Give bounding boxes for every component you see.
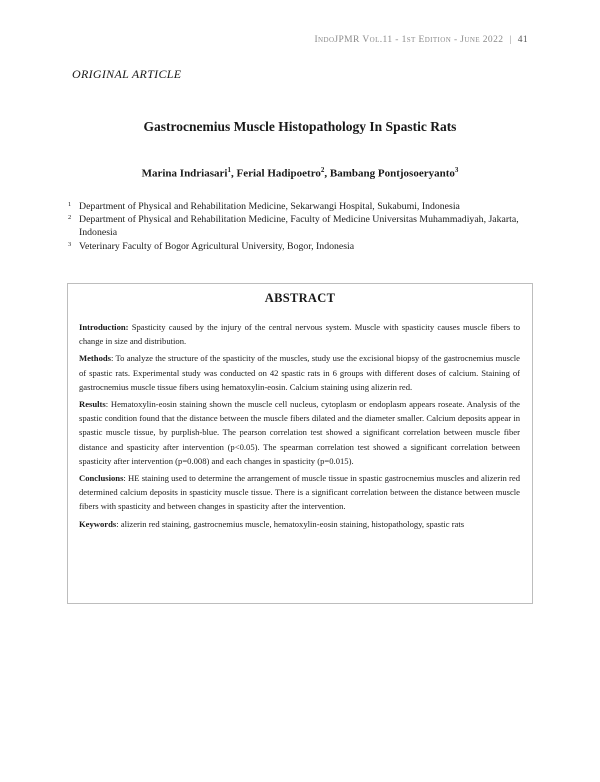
- affiliation-text: Department of Physical and Rehabilitation Medicine, Faculty of Medicine Universitas Muhammadiyah, Jakarta, Indonesia: [79, 214, 519, 239]
- author-name: Marina Indriasari: [141, 167, 228, 180]
- affiliation-text: Veterinary Faculty of Bogor Agricultural University, Bogor, Indonesia: [79, 240, 355, 252]
- author-list: [0, 166, 600, 180]
- paper-title: Gastrocnemius Muscle Histopathology In Spastic Rats: [143, 119, 457, 134]
- section-text: : To analyze the structure of the spasticity of the muscles, study use the excisional biopsy of the gastrocnemius muscle of spastic rats. Experimental study was conducted on 42 spastic rats in 6 groups with different doses of calcium. Staining of gastrocnemius muscle tissue fibers using hematoxylin-eosin. Calcium staining using alizerin red.: [79, 353, 520, 392]
- abstract-heading: ABSTRACT: [264, 291, 336, 305]
- abstract-results: [79, 397, 520, 468]
- affiliation-item: [68, 240, 538, 253]
- author-sup: 1: [227, 166, 231, 174]
- abstract-introduction: [79, 320, 520, 348]
- section-label: Results: [79, 399, 106, 410]
- section-text: : HE staining used to determine the arrangement of muscle tissue in spastic gastrocnemius muscles and alizerin red determined calcium deposits in spasticity muscle tissue. There is a significant correlation between the distance between muscle fibers with spasticity and between changes in spasticity after the intervention.: [79, 473, 520, 512]
- affiliation-list: [68, 200, 538, 253]
- abstract-methods: [79, 351, 520, 394]
- affiliation-text: Department of Physical and Rehabilitation Medicine, Sekarwangi Hospital, Sukabumi, Indonesia: [79, 201, 460, 212]
- header-separator: |: [509, 35, 512, 45]
- section-label: Methods: [79, 353, 111, 364]
- journal-name: IndoJPMR Vol.11 - 1st Edition - June 2022: [314, 35, 504, 45]
- author-sep: ,: [230, 167, 237, 180]
- section-label: Keywords: [79, 518, 117, 529]
- author-sep: ,: [324, 167, 330, 180]
- affiliation-number: 2: [68, 214, 72, 222]
- article-type: ORIGINAL ARTICLE: [72, 67, 182, 81]
- section-text: Spasticity caused by the injury of the central nervous system. Muscle with spasticity causes muscle fibers to change in size and distribution.: [79, 322, 520, 347]
- affiliation-number: 3: [68, 240, 72, 248]
- author-name: Ferial Hadipoetro: [236, 167, 321, 180]
- abstract-keywords: [79, 517, 520, 531]
- author-sup: 3: [454, 166, 459, 174]
- affiliation-item: [68, 200, 538, 213]
- abstract-conclusions: [79, 471, 520, 514]
- affiliation-item: [68, 213, 538, 239]
- page-number: 41: [517, 35, 528, 45]
- running-header: [314, 35, 528, 45]
- section-text: : Hematoxylin-eosin staining shown the muscle cell nucleus, cytoplasm or endoplasm appears roseate. Analysis of the spastic condition found that the distance between the muscle fibers dilated and the diameter smaller. Calcium deposits appear in spastic muscle tissue, by purplish-blue. The pearson correlation test showed a significant correlation between muscle fiber distance and spasticity after intervention (p<0.05). The spearman correlation test showed a significant correlation between spasticity after intervention (p=0.008) and each changes in spasticity (p=0.015).: [79, 399, 520, 466]
- section-label: Introduction:: [79, 322, 129, 332]
- section-label: Conclusions: [79, 473, 124, 484]
- author-name: Bambang Pontjosoeryanto: [329, 167, 455, 180]
- abstract-body: [79, 320, 520, 534]
- affiliation-number: 1: [68, 201, 72, 208]
- section-text: : alizerin red staining, gastrocnemius muscle, hematoxylin-eosin staining, histopathology, spastic rats: [116, 518, 465, 529]
- author-sup: 2: [320, 166, 325, 174]
